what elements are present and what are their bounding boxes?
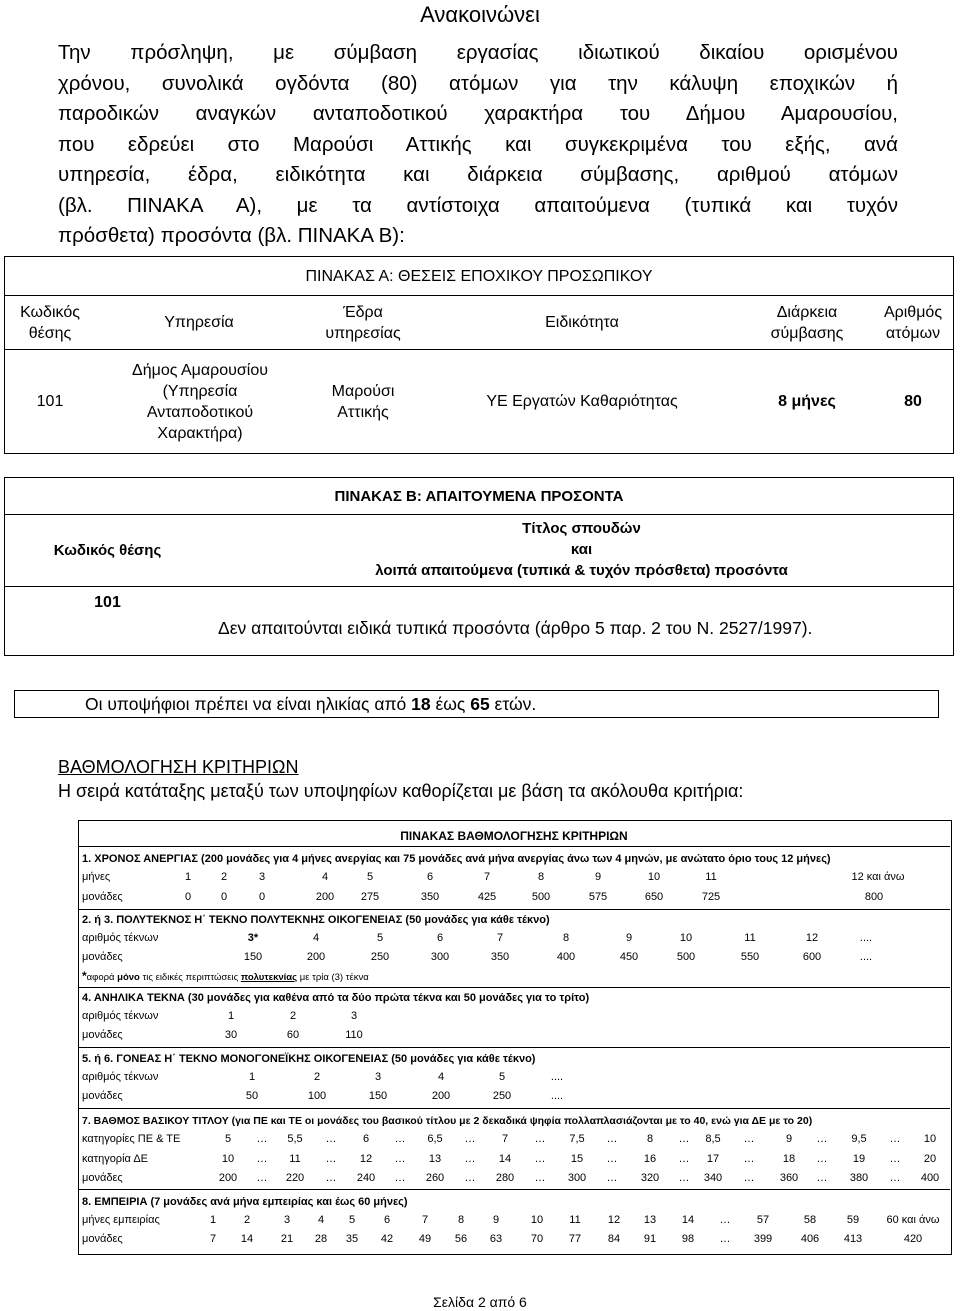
- page-footer: Σελίδα 2 από 6: [433, 1294, 527, 1310]
- score-cell: 9,5: [851, 1133, 867, 1145]
- score-cell: 10: [647, 871, 661, 883]
- s2-note: [82, 969, 369, 983]
- section-5-title: 5. ή 6. ΓΟΝΕΑΣ Η΄ ΤΕΚΝΟ ΜΟΝΟΓΟΝΕΪΚΗΣ ΟΙΚΟΓΕΝΕΙΑΣ (50 μονάδες για κάθε τέκνο): [82, 1053, 536, 1065]
- section-4-title: 4. ΑΝΗΛΙΚΑ ΤΕΚΝΑ (30 μονάδες για καθένα από τα δύο πρώτα τέκνα και 50 μονάδες για το τρίτο): [82, 992, 590, 1004]
- score-cell: 9: [492, 1214, 500, 1226]
- score-cell: 58: [803, 1214, 817, 1226]
- score-cell: 250: [492, 1090, 512, 1102]
- table-a: [4, 256, 954, 454]
- score-cell: …: [256, 1172, 268, 1184]
- age-to: 65: [470, 694, 490, 714]
- s7-r1-label: κατηγορίες ΠΕ & ΤΕ: [82, 1133, 181, 1145]
- score-cell: 56: [454, 1233, 468, 1245]
- score-cell: 110: [345, 1029, 363, 1041]
- score-cell: 3: [283, 1214, 291, 1226]
- score-cell: 413: [843, 1233, 863, 1245]
- note-e: με τρία (3) τέκνα: [297, 972, 369, 983]
- table-a-title: ΠΙΝΑΚΑΣ Α: ΘΕΣΕΙΣ ΕΠΟΧΙΚΟΥ ΠΡΟΣΩΠΙΚΟΥ: [305, 267, 653, 285]
- header-code: Κωδικός θέσης: [20, 303, 80, 342]
- scoring-title: ΠΙΝΑΚΑΣ ΒΑΘΜΟΛΟΓΗΣΗΣ ΚΡΙΤΗΡΙΩΝ: [400, 829, 628, 843]
- score-cell: 250: [370, 951, 390, 963]
- table-b-title: ΠΙΝΑΚΑΣ Β: ΑΠΑΙΤΟΥΜΕΝΑ ΠΡΟΣΟΝΤΑ: [334, 487, 624, 505]
- score-cell: 49: [418, 1233, 432, 1245]
- intro-paragraph: [58, 38, 898, 252]
- score-cell: 77: [568, 1233, 582, 1245]
- note-b: μόνο: [117, 972, 140, 983]
- score-cell: 6: [436, 932, 444, 944]
- score-cell: 350: [420, 891, 440, 903]
- score-cell: 650: [644, 891, 664, 903]
- header-count: Αριθμός ατόμων: [883, 303, 943, 342]
- score-cell: …: [606, 1172, 618, 1184]
- score-cell: 200: [315, 891, 335, 903]
- note-a: αφορά: [86, 972, 118, 983]
- score-cell: 8: [457, 1214, 465, 1226]
- score-cell: …: [256, 1153, 268, 1165]
- score-cell: 420: [903, 1233, 923, 1245]
- score-cell: 84: [607, 1233, 621, 1245]
- req-line-1: Τίτλος σπουδών: [522, 520, 641, 537]
- intro-line: παροδικών αναγκών ανταποδοτικού χαρακτήρα του Δήμου Αμαρουσίου,: [58, 102, 898, 125]
- score-cell: 5,5: [287, 1133, 303, 1145]
- score-cell: 200: [306, 951, 326, 963]
- section-1-title: 1. ΧΡΟΝΟΣ ΑΝΕΡΓΙΑΣ (200 μονάδες για 4 μήνες ανεργίας και 75 μονάδες ανά μήνα ανεργίας άνω των 4 μηνών, με ανώτατο όριο τους 12 μήνες): [82, 853, 831, 865]
- score-cell: 8,5: [705, 1133, 721, 1145]
- score-cell: 15: [570, 1153, 584, 1165]
- score-cell: 275: [360, 891, 380, 903]
- score-cell: 380: [849, 1172, 869, 1184]
- score-cell: 1: [227, 1010, 235, 1022]
- score-cell: 3: [350, 1010, 358, 1022]
- intro-line: πρόσθετα) προσόντα (βλ. ΠΙΝΑΚΑ Β):: [58, 224, 405, 247]
- score-cell: …: [678, 1133, 690, 1145]
- score-cell: 280: [495, 1172, 515, 1184]
- score-cell: 0: [220, 891, 228, 903]
- score-cell: 16: [643, 1153, 657, 1165]
- age-box: [14, 690, 939, 718]
- score-cell: 4: [317, 1214, 325, 1226]
- score-cell: 500: [531, 891, 551, 903]
- score-cell: 42: [380, 1233, 394, 1245]
- score-cell: 10: [679, 932, 693, 944]
- score-cell: …: [394, 1172, 406, 1184]
- score-cell: 8: [562, 932, 570, 944]
- score-cell: 340: [703, 1172, 723, 1184]
- score-cell: 4: [312, 932, 320, 944]
- score-cell: 5: [498, 1071, 506, 1083]
- score-cell: 11: [569, 1214, 581, 1226]
- score-cell: 10: [923, 1133, 937, 1145]
- criteria-intro: Η σειρά κατάταξης μεταξύ των υποψηφίων καθορίζεται με βάση τα ακόλουθα κριτήρια:: [58, 781, 744, 801]
- row-count: 80: [904, 393, 922, 410]
- score-cell: 7: [496, 932, 504, 944]
- intro-line: Την πρόσληψη, με σύμβαση εργασίας ιδιωτικού δικαίου ορισμένου: [58, 41, 898, 64]
- section-2-title: 2. ή 3. ΠΟΛΥΤΕΚΝΟΣ Η΄ ΤΕΚΝΟ ΠΟΛΥΤΕΚΝΗΣ ΟΙΚΟΓΕΝΕΙΑΣ (50 μονάδες για κάθε τέκνο): [82, 914, 550, 926]
- table-b-row-req: Δεν απαιτούνται ειδικά τυπικά προσόντα (άρθρο 5 παρ. 2 του Ν. 2527/1997).: [218, 618, 813, 638]
- score-cell: 50: [245, 1090, 259, 1102]
- score-cell: 150: [243, 951, 263, 963]
- score-cell: 300: [430, 951, 450, 963]
- score-cell: ....: [550, 1071, 564, 1083]
- row-duration: 8 μήνες: [778, 393, 836, 410]
- note-c: τις ειδικές περιπτώσεις: [139, 972, 241, 983]
- score-cell: 150: [368, 1090, 388, 1102]
- score-cell: 57: [756, 1214, 770, 1226]
- score-cell: …: [743, 1133, 755, 1145]
- score-cell: 2: [243, 1214, 251, 1226]
- score-cell: 725: [701, 891, 721, 903]
- s7-r3-label: μονάδες: [82, 1172, 123, 1184]
- score-cell: 550: [740, 951, 760, 963]
- intro-line: (βλ. ΠΙΝΑΚΑ Α), με τα αντίστοιχα απαιτούμενα (τυπικά και τυχόν: [58, 193, 898, 217]
- score-cell: 6: [426, 871, 434, 883]
- score-cell: 10: [221, 1153, 235, 1165]
- score-cell: 575: [588, 891, 608, 903]
- score-cell: 2: [220, 871, 228, 883]
- score-cell: 91: [643, 1233, 657, 1245]
- criteria-heading: ΒΑΘΜΟΛΟΓΗΣΗ ΚΡΙΤΗΡΙΩΝ: [58, 757, 299, 777]
- s8-r1-label: μήνες εμπειρίας: [82, 1214, 160, 1226]
- score-cell: 1: [209, 1214, 217, 1226]
- score-cell: …: [464, 1172, 476, 1184]
- score-cell: 7: [501, 1133, 509, 1145]
- score-cell: 300: [567, 1172, 587, 1184]
- score-cell: 20: [923, 1153, 937, 1165]
- s8-r2-label: μονάδες: [82, 1233, 123, 1245]
- score-cell: 0: [184, 891, 192, 903]
- score-cell: 14: [498, 1153, 512, 1165]
- s2-r2-label: μονάδες: [82, 951, 123, 963]
- score-cell: 35: [345, 1233, 359, 1245]
- score-cell: 4: [437, 1071, 445, 1083]
- header-duration: Διάρκεια σύμβασης: [770, 303, 844, 342]
- score-cell: 5: [376, 932, 384, 944]
- row-specialty: ΥΕ Εργατών Καθαριότητας: [486, 393, 678, 410]
- score-cell: 60 και άνω: [886, 1214, 940, 1226]
- section-7-title: 7. ΒΑΘΜΟΣ ΒΑΣΙΚΟΥ ΤΙΤΛΟΥ (για ΠΕ και ΤΕ οι μονάδες του βασικού τίτλου με 2 δεκαδικά ψηφία πολλαπλασιάζονται με το 40, ενώ για ΔΕ με το 20): [82, 1115, 813, 1127]
- score-cell: 1: [248, 1071, 256, 1083]
- score-cell: 400: [920, 1172, 940, 1184]
- score-cell: 17: [706, 1153, 720, 1165]
- s4-r1-label: αριθμός τέκνων: [82, 1010, 159, 1022]
- score-cell: 350: [490, 951, 510, 963]
- row-service: Δήμος Αμαρουσίου (Υπηρεσία Ανταποδοτικού Χαρακτήρα): [132, 361, 268, 442]
- header-specialty: Ειδικότητα: [545, 314, 619, 331]
- score-cell: 2: [313, 1071, 321, 1083]
- score-cell: 12: [607, 1214, 621, 1226]
- score-cell: …: [325, 1172, 337, 1184]
- score-cell: …: [678, 1153, 690, 1165]
- score-cell: ....: [550, 1090, 564, 1102]
- age-mid: έως: [430, 694, 471, 714]
- score-cell: 8: [646, 1133, 654, 1145]
- score-cell: …: [534, 1172, 546, 1184]
- score-cell: 320: [640, 1172, 660, 1184]
- score-cell: 5: [366, 871, 374, 883]
- age-text: [85, 694, 536, 715]
- score-cell: 12: [359, 1153, 373, 1165]
- age-prefix: Οι υποψήφιοι πρέπει να είναι ηλικίας από: [85, 694, 412, 714]
- score-cell: …: [678, 1172, 690, 1184]
- req-line-2: και: [570, 541, 593, 558]
- score-cell: 21: [280, 1233, 294, 1245]
- score-cell: 30: [224, 1029, 238, 1041]
- score-cell: …: [816, 1153, 828, 1165]
- score-cell: 7: [421, 1214, 429, 1226]
- score-cell: 3: [258, 871, 266, 883]
- score-cell: 9: [625, 932, 633, 944]
- score-cell: …: [816, 1172, 828, 1184]
- score-cell: 28: [314, 1233, 328, 1245]
- score-cell: 18: [782, 1153, 796, 1165]
- score-cell: 60: [286, 1029, 300, 1041]
- score-cell: 220: [285, 1172, 305, 1184]
- score-cell: 10: [530, 1214, 544, 1226]
- score-cell: 6: [383, 1214, 391, 1226]
- score-cell: 5: [348, 1214, 356, 1226]
- note-d: πολυτεκνίας: [240, 972, 298, 983]
- score-cell: …: [606, 1133, 618, 1145]
- score-cell: 7,5: [569, 1133, 585, 1145]
- score-cell: 260: [425, 1172, 445, 1184]
- score-cell: 400: [556, 951, 576, 963]
- score-cell: 14: [240, 1233, 254, 1245]
- score-cell: 19: [852, 1153, 866, 1165]
- score-cell: 500: [676, 951, 696, 963]
- header-service: Υπηρεσία: [164, 314, 234, 331]
- score-cell: …: [464, 1133, 476, 1145]
- score-cell: 200: [431, 1090, 451, 1102]
- score-cell: 7: [483, 871, 491, 883]
- score-cell: …: [394, 1153, 406, 1165]
- score-cell: 450: [619, 951, 639, 963]
- score-cell: 3: [374, 1071, 382, 1083]
- intro-line: υπηρεσία, έδρα, ειδικότητα και διάρκεια σύμβασης, αριθμού ατόμων: [58, 163, 898, 186]
- score-cell: …: [719, 1214, 731, 1226]
- table-b-header-code: Κωδικός θέσης: [53, 542, 162, 559]
- score-cell: 406: [800, 1233, 820, 1245]
- score-cell: 12 και άνω: [851, 871, 905, 883]
- s4-r2-label: μονάδες: [82, 1029, 123, 1041]
- score-cell: …: [889, 1172, 901, 1184]
- note-star: *: [82, 969, 87, 983]
- age-from: 18: [411, 694, 431, 714]
- s1-r1-label: μήνες: [82, 871, 111, 883]
- s2-r1-label: αριθμός τέκνων: [82, 932, 159, 944]
- row-code: 101: [36, 393, 64, 410]
- score-cell: 6: [362, 1133, 370, 1145]
- score-cell: 11: [744, 932, 756, 944]
- score-cell: 399: [753, 1233, 773, 1245]
- score-cell: 1: [184, 871, 192, 883]
- score-cell: 7: [209, 1233, 217, 1245]
- age-suffix: ετών.: [489, 694, 537, 714]
- score-cell: 600: [802, 951, 822, 963]
- score-cell: 425: [477, 891, 497, 903]
- score-cell: 12: [805, 932, 819, 944]
- score-cell: 0: [258, 891, 266, 903]
- score-cell: 13: [428, 1153, 442, 1165]
- row-seat: Μαρούσι Αττικής: [331, 382, 395, 421]
- score-cell: …: [719, 1233, 731, 1245]
- score-cell: …: [325, 1133, 337, 1145]
- score-cell: 98: [681, 1233, 695, 1245]
- score-cell: …: [889, 1133, 901, 1145]
- intro-line: χρόνου, συνολικά ογδόντα (80) ατόμων για την κάλυψη εποχικών ή: [58, 71, 898, 95]
- score-cell: …: [606, 1153, 618, 1165]
- score-cell: 63: [489, 1233, 503, 1245]
- score-cell: …: [534, 1153, 546, 1165]
- s7-r2-label: κατηγορία ΔΕ: [82, 1153, 148, 1165]
- req-line-3: λοιπά απαιτούμενα (τυπικά & τυχόν πρόσθετα) προσόντα: [375, 562, 788, 579]
- table-b: [4, 477, 954, 656]
- intro-line: που εδρεύει στο Μαρούσι Αττικής και συγκεκριμένα του εξής, ανά: [58, 132, 898, 156]
- score-cell: 13: [643, 1214, 657, 1226]
- s5-r1-label: αριθμός τέκνων: [82, 1071, 159, 1083]
- score-cell: 4: [321, 871, 329, 883]
- score-cell: 100: [307, 1090, 327, 1102]
- s5-r2-label: μονάδες: [82, 1090, 123, 1102]
- score-cell: 240: [356, 1172, 376, 1184]
- score-cell: …: [816, 1133, 828, 1145]
- score-cell: …: [743, 1153, 755, 1165]
- score-cell: 6,5: [427, 1133, 443, 1145]
- score-cell: ....: [859, 951, 873, 963]
- score-cell: 59: [846, 1214, 860, 1226]
- score-cell: …: [743, 1172, 755, 1184]
- s1-r2-label: μονάδες: [82, 891, 123, 903]
- score-cell: 3*: [247, 932, 259, 944]
- score-cell: 5: [224, 1133, 232, 1145]
- score-cell: 9: [594, 871, 602, 883]
- score-cell: …: [464, 1153, 476, 1165]
- score-cell: 9: [785, 1133, 793, 1145]
- score-cell: …: [534, 1133, 546, 1145]
- table-b-header-req: [210, 518, 953, 584]
- score-cell: 11: [705, 871, 717, 883]
- section-8-title: 8. ΕΜΠΕΙΡΙΑ (7 μονάδες ανά μήνα εμπειρίας και έως 60 μήνες): [82, 1196, 408, 1208]
- table-b-row-code: 101: [94, 594, 121, 611]
- score-cell: 14: [681, 1214, 695, 1226]
- score-cell: …: [889, 1153, 901, 1165]
- score-cell: 360: [779, 1172, 799, 1184]
- page-title: Ανακοινώνει: [420, 2, 540, 27]
- score-cell: 2: [289, 1010, 297, 1022]
- score-cell: 11: [289, 1153, 301, 1165]
- header-seat: Έδρα υπηρεσίας: [325, 303, 401, 342]
- score-cell: 800: [864, 891, 884, 903]
- score-cell: 70: [530, 1233, 544, 1245]
- score-cell: 200: [218, 1172, 238, 1184]
- score-cell: …: [325, 1153, 337, 1165]
- score-cell: ....: [859, 932, 873, 944]
- score-cell: …: [256, 1133, 268, 1145]
- score-cell: …: [394, 1133, 406, 1145]
- score-cell: 8: [537, 871, 545, 883]
